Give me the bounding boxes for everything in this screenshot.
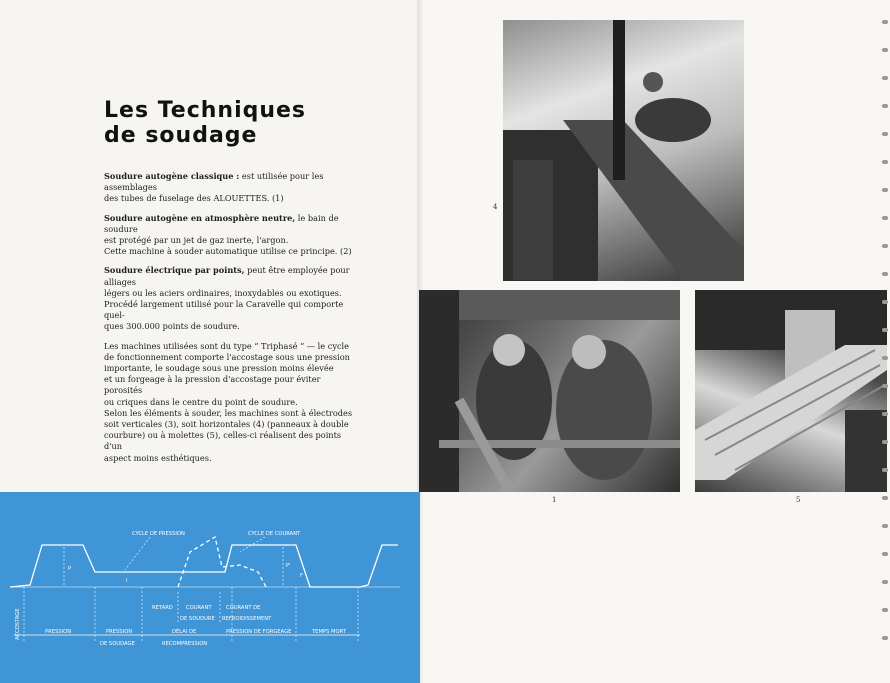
text-line: Selon les éléments à souder, les machines sont à électrodes [104, 407, 353, 418]
label-p: P [68, 566, 72, 572]
text-line: et un forgeage à la pression d'accostage pour éviter porosités [104, 374, 321, 396]
text-line: de fonctionnement comporte l'accostage sous une pression [104, 351, 350, 362]
caption-1: 1 [552, 496, 557, 504]
label-p2: P' [286, 563, 291, 569]
label-delai-2: RECOMPRESSION [162, 641, 208, 647]
label-i: I [126, 578, 128, 584]
text-line: des tubes de fuselage des ALOUETTES. (1) [104, 193, 284, 204]
label-delai-1: DÉLAI DE [172, 629, 197, 635]
diagram-svg [0, 492, 420, 683]
label-retard: RETARD [152, 605, 173, 611]
text-line [104, 213, 354, 235]
label-f: F [300, 573, 303, 579]
text-line [104, 171, 354, 193]
text-line: Les machines utilisées sont du type “ Triphasé ” — le cycle [104, 340, 349, 351]
label-courant-soudure-1: COURANT [186, 605, 212, 611]
photo-1-welders [419, 290, 680, 492]
label-pression-soudage-2: DE SOUDAGE [100, 641, 135, 647]
text-line: ou criques dans le centre du point de soudure. [104, 396, 298, 407]
label-temps-mort: TEMPS MORT [312, 629, 346, 635]
photo-4-shapes [503, 20, 744, 281]
photo-5-shapes [695, 290, 887, 492]
caption-5: 5 [796, 496, 801, 504]
photo-1-shapes [419, 290, 680, 492]
title-line-1: Les Techniques [104, 98, 307, 123]
page-title [104, 98, 306, 148]
paragraph-points [104, 265, 354, 332]
text-line: est protégé par un jet de gaz inerte, l'argon. [104, 235, 289, 246]
lead-text: Soudure électrique par points, [104, 265, 245, 276]
spiral-binding [880, 0, 890, 683]
line-rest: est utilisée pour les assemblages [104, 171, 324, 193]
line-rest: peut être employée pour alliages [104, 265, 350, 287]
title-line-2: de soudage [104, 123, 258, 148]
photo-4-welding-machine [503, 20, 744, 281]
photo-5-seam-welder [695, 290, 887, 492]
paragraph-atmosphere-neutre [104, 213, 354, 258]
label-accostage: ACCOSTAGE [15, 608, 21, 640]
text-line: ques 300.000 points de soudure. [104, 321, 240, 332]
body-text [104, 171, 354, 472]
label-pression-forgeage: PRESSION DE FORGEAGE [226, 629, 292, 635]
label-refroid-2: REFROIDISSEMENT [222, 616, 272, 622]
text-line: Procédé largement utilisé pour la Caravelle qui comporte quel- [104, 299, 344, 321]
lead-text: Soudure autogène en atmosphère neutre, [104, 212, 296, 223]
label-pression: PRESSION [45, 629, 72, 635]
text-line: légers ou les aciers ordinaires, inoxydables ou exotiques. [104, 287, 342, 298]
paragraph-soudure-autogene [104, 171, 354, 205]
label-courant-soudure-2: DE SOUDURE [180, 616, 215, 622]
welding-cycle-diagram [0, 492, 420, 683]
label-cycle-pression: CYCLE DE PRESSION [132, 531, 185, 537]
text-line: courbure) ou à molettes (5), celles-ci réalisent des points d'un [104, 430, 342, 452]
text-line [104, 265, 354, 287]
text-line: aspect moins esthétiques. [104, 452, 212, 463]
caption-4: 4 [493, 203, 498, 211]
lead-text: Soudure autogène classique : [104, 171, 240, 181]
text-line: soit verticales (3), soit horizontales (4) (panneaux à double [104, 419, 349, 430]
label-cycle-courant: CYCLE DE COURANT [248, 531, 301, 537]
label-pression-soudage-1: PRESSION [106, 629, 133, 635]
callout-pression [125, 537, 150, 570]
line-rest: le bain de soudure [104, 212, 339, 234]
text-line: Cette machine à souder automatique utilise ce principe. (2) [104, 246, 352, 257]
paragraph-machines [104, 341, 354, 464]
text-line: importante, le soudage sous une pression moins élevée [104, 363, 334, 374]
label-refroid-1: COURANT DE [226, 605, 261, 611]
